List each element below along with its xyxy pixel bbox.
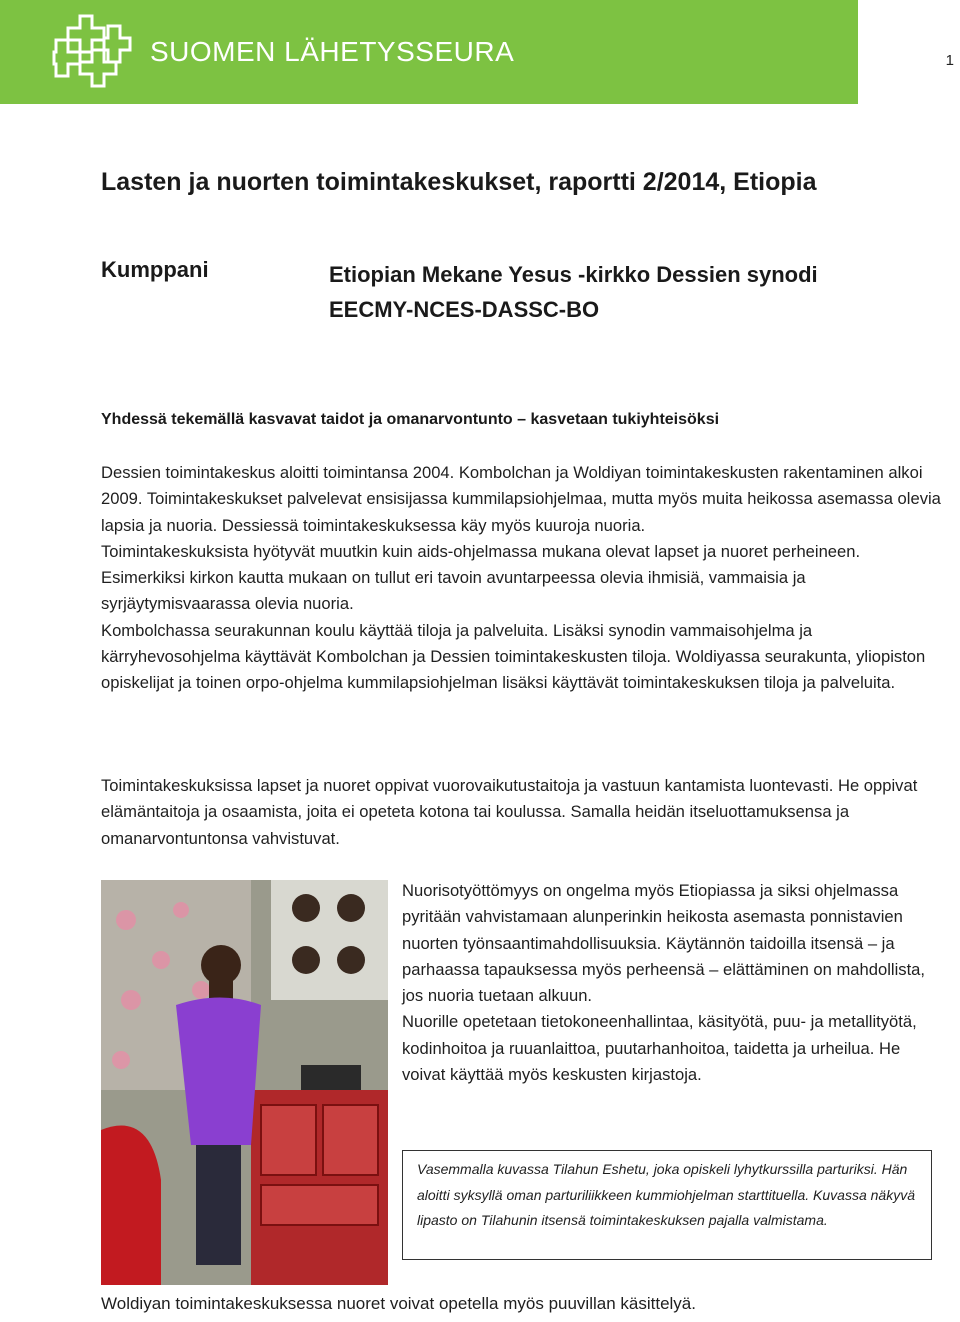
photo-caption: Vasemmalla kuvassa Tilahun Eshetu, joka opiskeli lyhytkurssilla parturiksi. Hän aloitti syksyllä oman parturiliikkeen kummiohjelman starttituella. Kuvassa näkyvä lipasto on Tilahunin itsensä toimintakeskuksen pajalla valmistama. bbox=[402, 1150, 932, 1260]
intro-paragraphs bbox=[101, 460, 946, 697]
document-title: Lasten ja nuorten toimintakeskukset, raportti 2/2014, Etiopia bbox=[101, 168, 817, 196]
section-subheading: Yhdessä tekemällä kasvavat taidot ja omanarvontunto – kasvetaan tukiyhteisöksi bbox=[101, 411, 720, 428]
partner-label: Kumppani bbox=[101, 257, 209, 282]
footer-text: Woldiyan toimintakeskuksessa nuoret voivat opetella myös puuvillan käsittelyä. bbox=[101, 1294, 696, 1313]
page-number: 1 bbox=[945, 52, 954, 69]
partner-line: EECMY-NCES-DASSC-BO bbox=[329, 297, 600, 322]
side-paragraph: Nuorisotyöttömyys on ongelma myös Etiopiassa ja siksi ohjelmassa pyritään vahvistamaan alunperinkin heikosta asemasta ponnistavien nuorten työnsaantimahdollisuuksia. Käytännön taidoilla itsensä – ja parhaassa tapauksessa myös perheensä – elättäminen on mahdollista, jos nuoria tuetaan alkuun. bbox=[402, 881, 926, 1006]
cross-emblem-icon bbox=[52, 14, 132, 90]
barber-photo bbox=[101, 880, 388, 1285]
side-text bbox=[402, 878, 932, 1088]
header-band bbox=[0, 0, 858, 104]
body-paragraph: Toimintakeskuksissa lapset ja nuoret oppivat vuorovaikutustaitoja ja vastuun kantamista luontevasti. He oppivat elämäntaitoja ja osaamista, joita ei opeteta kotona tai koulussa. Samalla heidän itseluottamuksensa ja omanarvontuntonsa vahvistuvat. bbox=[101, 776, 918, 848]
partner-value bbox=[329, 257, 818, 327]
body-paragraph: Kombolchassa seurakunnan koulu käyttää tiloja ja palveluita. Lisäksi synodin vammaisohjelma ja kärryhevosohjelma käyttävät Kombolchan ja Dessien toimintakeskusten tiloja. Woldiyassa seurakunta, yliopiston opiskelijat ja toinen orpo-ohjelma kummilapsiohjelman lisäksi käyttävät toimintakeskuksen tiloja ja palveluita. bbox=[101, 620, 926, 693]
partner-line: Etiopian Mekane Yesus -kirkko Dessien synodi bbox=[329, 262, 818, 287]
body-paragraph: Dessien toimintakeskus aloitti toimintansa 2004. Kombolchan ja Woldiyan toimintakeskusten rakentaminen alkoi 2009. Toimintakeskukset palvelevat ensisijassa kummilapsiohjelmaa, mutta myös muita heikossa asemassa olevia lapsia ja nuoria. Dessiessä toimintakeskuksessa käy myös kuuroja nuoria. bbox=[101, 463, 941, 535]
body-paragraph: Toimintakeskuksista hyötyvät muutkin kuin aids-ohjelmassa mukana olevat lapset ja nuoret perheineen. Esimerkiksi kirkon kautta mukaan on tullut eri tavoin avuntarpeessa olevia ihmisiä, vammaisia ja syrjäytymisvaarassa olevia nuoria. bbox=[101, 541, 861, 614]
skills-paragraph bbox=[101, 773, 946, 852]
photo-illustration bbox=[101, 880, 388, 1285]
brand-name: SUOMEN LÄHETYSSEURA bbox=[150, 36, 515, 67]
side-paragraph: Nuorille opetetaan tietokoneenhallintaa, käsityötä, puu- ja metallityötä, kodinhoitoa ja ruuanlaittoa, puutarhanhoitoa, taidetta ja urheilua. He voivat käyttää myös keskusten kirjastoja. bbox=[402, 1012, 917, 1085]
